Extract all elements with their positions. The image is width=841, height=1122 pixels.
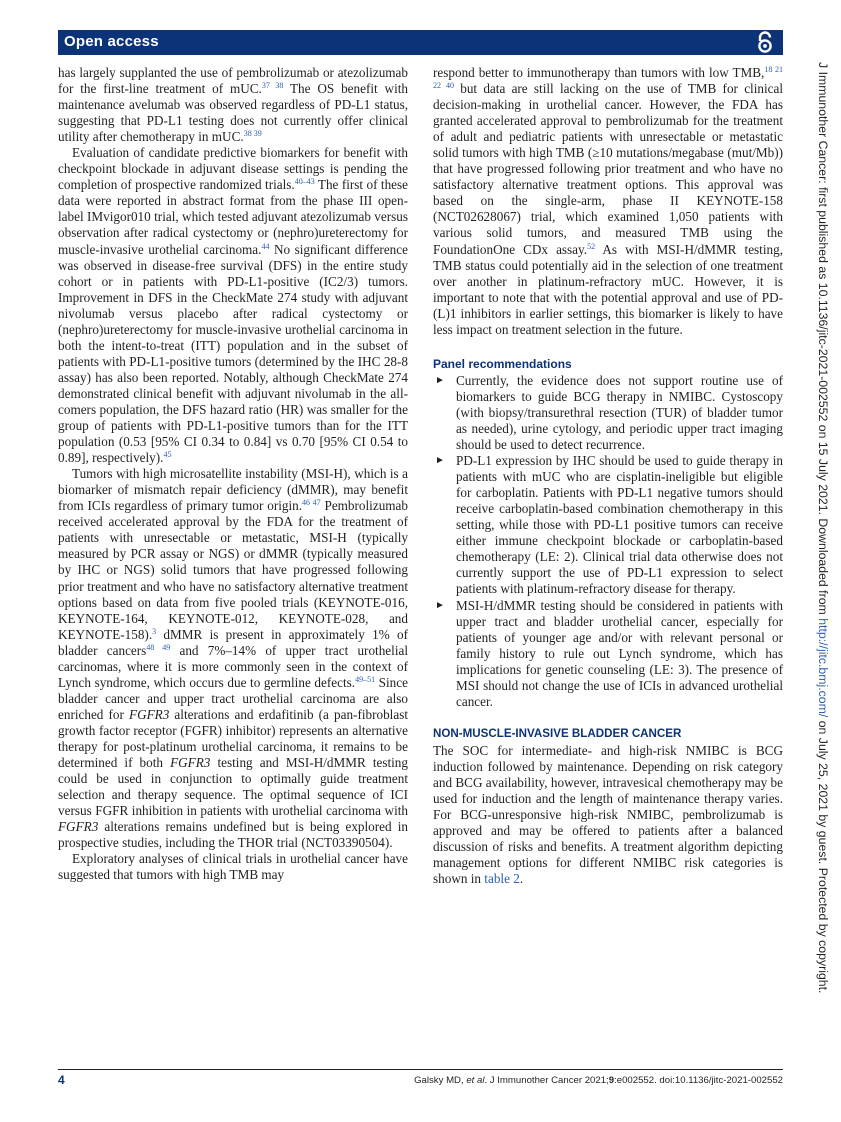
footer-citation: Galsky MD, et al. J Immunother Cancer 2021;9:e002552. doi:10.1136/jitc-2021-002552 bbox=[414, 1075, 783, 1086]
panel-recommendations-heading: Panel recommendations bbox=[433, 356, 572, 371]
citation-ref[interactable]: 18 21 22 40 bbox=[433, 65, 783, 91]
paragraph: Evaluation of candidate predictive biomarkers for benefit with checkpoint blockade in adjuvant disease settings is pending the completion of prospective randomized trials.$^{40-43}$ The first of these data were reported in abstract format from the phase III open-label IMvigor010 trial, which tested adjuvant atezolizumab versus observation after radical cystectomy or (nephro)ureterectomy for muscle-invasive urothelial carcinoma.$^{44}$ No significant difference was observed in disease-free survival (DFS) in the entire study cohort or in patients with PD-L1-positive (IC2/3) tumors. Improvement in DFS in the CheckMate 274 study with adjuvant nivolumab versus placebo after radical cystectomy or (nephro)ureterectomy for muscle-invasive urothelial carcinoma in both the intent-to-treat (ITT) population and in the subset of patients with PD-L1-positive tumors (determined by the IHC 28-8 assay) has also been reported. Notably, although CheckMate 274 demonstrated clinical benefit with adjuvant nivolumab in the all-comers population, the DFS hazard ratio (HR) was smaller for the group of patients with PD-L1-positive tumors than for the ITT population (0.53 [95% CI 0.34 to 0.84] vs 0.70 [95% CI 0.54 to 0.89], respectively).$^{45}$ bbox=[58, 145, 409, 466]
list-item: ► MSI-H/dMMR testing should be considered in patients with upper tract and bladder urothelial cancer, especially for patients of younger age and/or with relevant personal or family history to rule out Lynch syndrome, which has implications for genetic counseling (LE: 3). The presence of MSI should not change the use of ICIs in advanced urothelial cancer. bbox=[435, 597, 783, 709]
bullet-arrow-icon: ► bbox=[435, 374, 445, 386]
copyright-side-note: J Immunother Cancer: first published as 10.1136/jitc-2021-002552 on 15 July 2021. Downloaded from http://jitc.bmj.com/ on July 25, 2021 by guest. Protected by copyright. bbox=[816, 62, 830, 994]
bullet-arrow-icon: ► bbox=[435, 599, 445, 611]
open-access-icon bbox=[755, 31, 775, 54]
right-column bbox=[433, 65, 783, 887]
list-item: ► Currently, the evidence does not support routine use of biomarkers to guide BCG therapy in NMIBC. Cystoscopy (with biopsy/transurethral resection (TUR) of bladder tumor as needed), urine cytology, and periodic upper tract imaging should be used to detect recurrence. bbox=[435, 372, 783, 453]
recommendations-list bbox=[433, 373, 783, 710]
paragraph: Exploratory analyses of clinical trials in urothelial cancer have suggested that tumors with high TMB may bbox=[58, 851, 408, 883]
footer-divider bbox=[58, 1069, 783, 1070]
citation-ref[interactable]: 48 49 bbox=[146, 642, 171, 652]
citation-ref[interactable]: 46 47 bbox=[302, 498, 321, 508]
table-link[interactable]: table 2 bbox=[484, 871, 520, 887]
section-heading: NON-MUSCLE-INVASIVE BLADDER CANCER bbox=[433, 726, 682, 740]
citation-ref[interactable]: 3 bbox=[152, 626, 157, 636]
journal-section-label: Open access bbox=[64, 33, 159, 50]
citation-ref[interactable]: 37 38 bbox=[261, 81, 284, 91]
left-column bbox=[58, 65, 408, 883]
paragraph: The SOC for intermediate- and high-risk NMIBC is BCG induction followed by maintenance. Depending on risk category and BCG availability, however, intravesical chemotherapy may be used for induction and the length of maintenance therapy varies. For BCG-unresponsive high-risk NMIBC, pembrolizumab is approved and may be offered to patients after a balanced discussion of risks and benefits. A treatment algorithm depicting management options for different NMIBC risk categories is shown in table 2. bbox=[433, 742, 783, 887]
paragraph: Tumors with high microsatellite instability (MSI-H), which is a biomarker of mismatch repair deficiency (dMMR), may benefit from ICIs regardless of primary tumor origin.$^{46 47}$ Pembrolizumab received accelerated approval by the FDA for the treatment of patients with unresectable or metastatic, MSI-H (typically measured by PCR assay or NGS) or dMMR (typically measured by IHC or NGS) solid tumors that have progressed following prior treatment and who have no satisfactory alternative treatment options based on data from five pooled trials (KEYNOTE-016, KEYNOTE-164, KEYNOTE-012, KEYNOTE-028, and KEYNOTE-158).$^3$ dMMR is present in approximately 1% of bladder cancers$^{48 49}$ and 7%–14% of upper tract urothelial carcinomas, where it is more commonly seen in the context of Lynch syndrome, which occurs due to germline defects.$^{49-51}$ Since bladder cancer and upper tract urothelial carcinoma are also enriched for FGFR3 alterations and erdafitinib (a pan-fibroblast growth factor receptor (FGFR) inhibitor) represents an alternative therapy for post-platinum urothelial carcinoma, it remains to be determined if both FGFR3 testing and MSI-H/dMMR testing could be used in conjunction to optimally guide treatment selection and therapy sequence. The optimal sequence of ICI versus FGFR inhibition in patients with urothelial carcinoma with FGFR3 alterations remains undefined but is being explored in prospective studies, including the THOR trial (NCT03390504). bbox=[58, 466, 409, 851]
paragraph: respond better to immunotherapy than tumors with low TMB,$^{18 21 22 40}$ but data are still lacking on the use of TMB for clinical decision-making in urothelial cancer. However, the FDA has granted accelerated approval to pembrolizumab for the treatment of adult and pediatric patients with unresectable or metastatic solid tumors with high TMB (≥10 mutations/megabase (mut/Mb)) that have progressed following prior treatment and who have no satisfactory alternative treatment options. This approval was based on the single-arm, phase II KEYNOTE-158 (NCT02628067) trial, which examined 1,050 patients with various solid tumors, and measured TMB using the FoundationOne CDx assay.$^{52}$ As with MSI-H/dMMR testing, TMB status could potentially aid in the selection of one treatment over another in platinum-refractory mUC. However, it is important to note that with the potential approval and use of PD-(L)1 inhibitors in earlier settings, this biomarker is likely to have less impact on treatment selection in the future. bbox=[433, 65, 784, 337]
citation-ref[interactable]: 38 39 bbox=[243, 129, 262, 139]
gene-name: FGFR3 bbox=[170, 755, 211, 771]
gene-name: FGFR3 bbox=[58, 819, 99, 835]
citation-ref[interactable]: 49–51 bbox=[355, 674, 376, 684]
header-bar bbox=[58, 30, 783, 55]
page-number: 4 bbox=[58, 1073, 65, 1087]
citation-ref[interactable]: 40–43 bbox=[294, 177, 315, 187]
bullet-arrow-icon: ► bbox=[435, 455, 445, 467]
journal-url-link[interactable]: http://jitc.bmj.com/ bbox=[816, 618, 830, 718]
citation-ref[interactable]: 52 bbox=[587, 241, 596, 251]
citation-ref[interactable]: 45 bbox=[163, 450, 172, 460]
gene-name: FGFR3 bbox=[129, 706, 170, 722]
list-item: ► PD-L1 expression by IHC should be used to guide therapy in patients with mUC who are cisplatin-ineligible but eligible for carboplatin. Patients with PD-L1 negative tumors should receive carboplatin-based combination chemotherapy in this setting, while those with PD-L1 positive tumors can receive either immune checkpoint blockade or carboplatin-based chemotherapy (LE: 2). Clinical trial data otherwise does not currently support the use of PD-L1 expression to select patients with platinum-refractory disease for therapy. bbox=[435, 453, 783, 597]
paragraph: has largely supplanted the use of pembrolizumab or atezolizumab for the first-line treatment of mUC.$^{37 38}$ The OS benefit with maintenance avelumab was observed regardless of PD-L1 status, suggesting that PD-L1 testing does not currently offer clinical utility after chemotherapy in mUC.$^{38 39}$ bbox=[58, 65, 408, 145]
citation-ref[interactable]: 44 bbox=[261, 241, 270, 251]
